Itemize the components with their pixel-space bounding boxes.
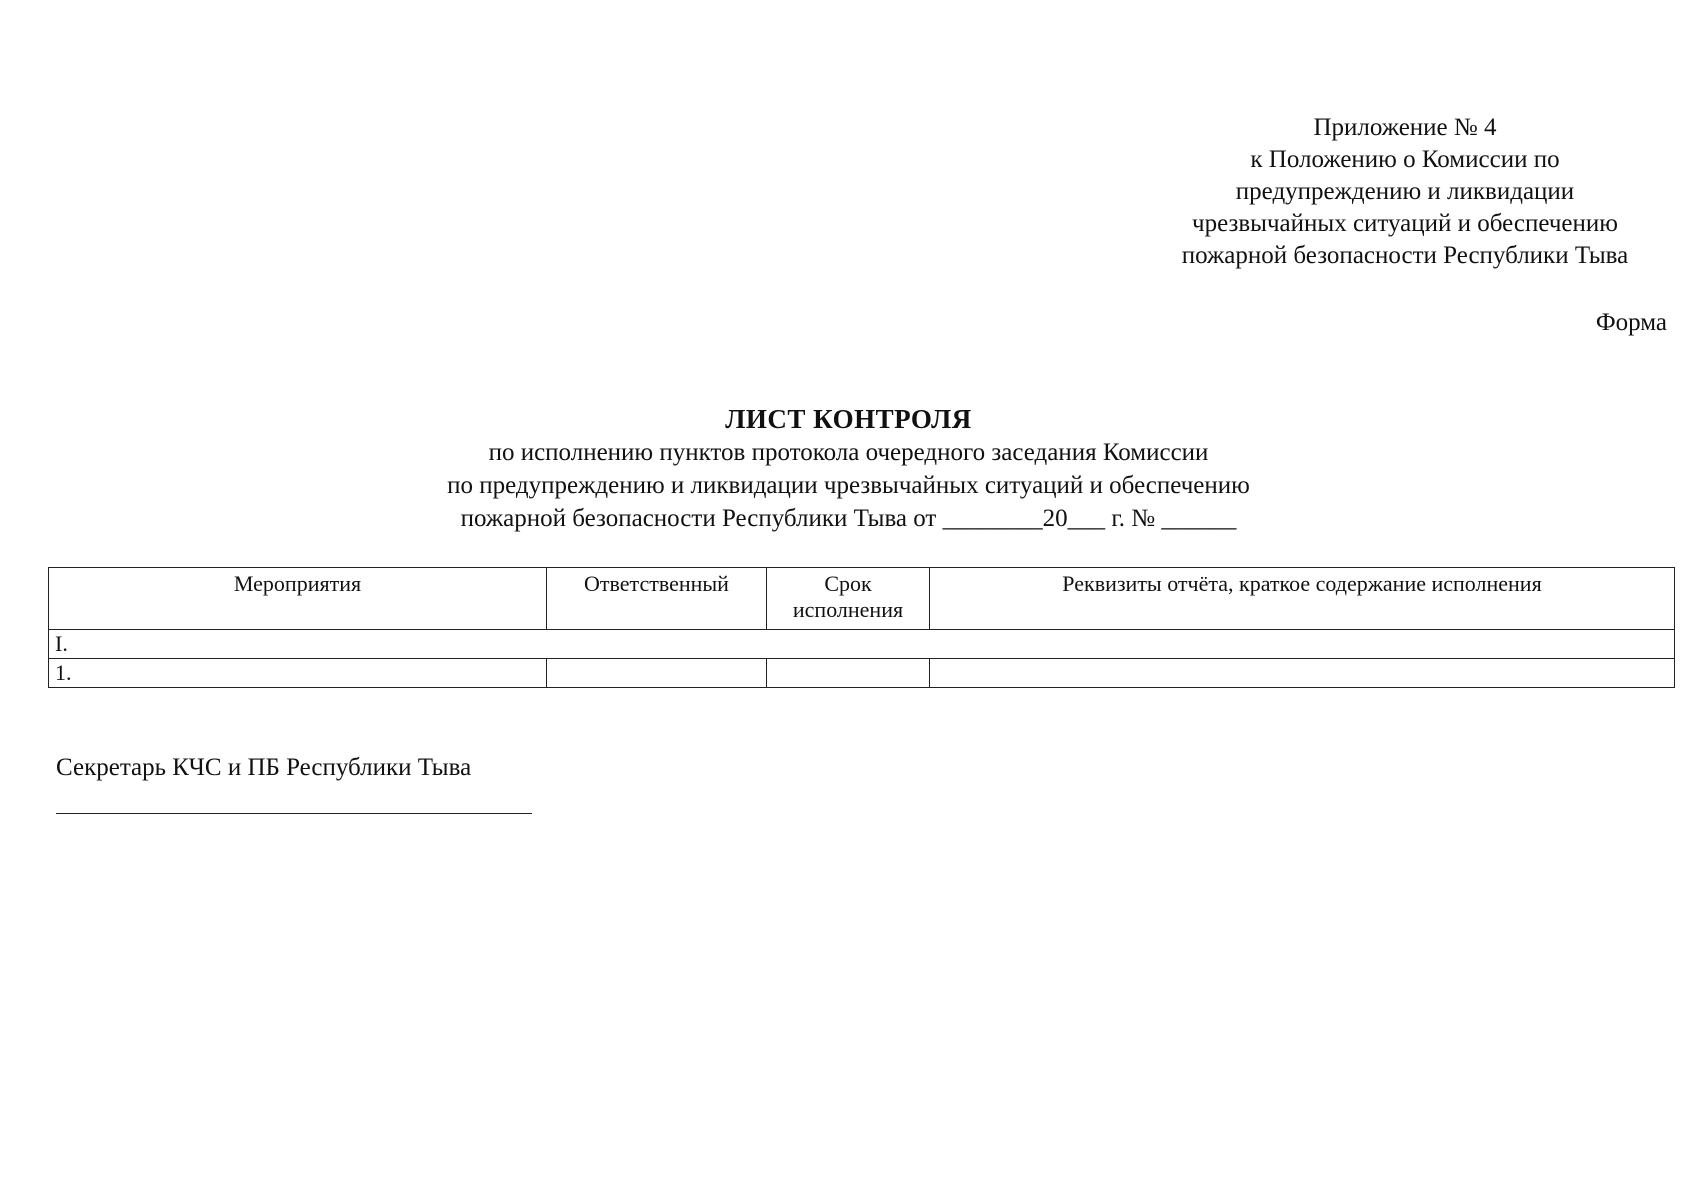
- appendix-line: пожарной безопасности Республики Тыва: [1181, 242, 1629, 269]
- header-deadline: [767, 568, 930, 630]
- header-deadline-line1: Срок: [824, 571, 872, 596]
- header-responsible: Ответственный: [547, 568, 767, 630]
- table-row-section: [49, 630, 1675, 659]
- signature-line: [56, 813, 532, 814]
- appendix-line: чрезвычайных ситуаций и обеспечению: [1192, 210, 1618, 237]
- appendix-line: к Положению о Комиссии по: [1250, 146, 1560, 173]
- heading-line: пожарной безопасности Республики Тыва от ________20___ г. № ______: [460, 505, 1237, 532]
- heading-line: по исполнению пунктов протокола очередного заседания Комиссии: [488, 439, 1209, 466]
- row-report-cell: [930, 659, 1675, 688]
- row-deadline-cell: [767, 659, 930, 688]
- header-report: Реквизиты отчёта, краткое содержание исполнения: [930, 568, 1675, 630]
- heading-line: по предупреждению и ликвидации чрезвычайных ситуаций и обеспечению: [447, 472, 1250, 499]
- row-item-number: 1.: [49, 659, 547, 688]
- secretary-label: Секретарь КЧС и ПБ Республики Тыва: [56, 754, 472, 781]
- table-header-row: [49, 568, 1675, 630]
- appendix-header: [1120, 112, 1690, 272]
- header-deadline-line2: исполнения: [792, 597, 904, 622]
- row-responsible-cell: [547, 659, 767, 688]
- control-table: [48, 567, 1675, 688]
- form-label: Форма: [1595, 309, 1667, 336]
- table-row: [49, 659, 1675, 688]
- appendix-line: предупреждению и ликвидации: [1235, 178, 1575, 205]
- document-heading: [0, 402, 1697, 535]
- header-activities: Мероприятия: [49, 568, 547, 630]
- row-section-number: I.: [49, 630, 1675, 659]
- document-title: ЛИСТ КОНТРОЛЯ: [725, 404, 972, 434]
- appendix-line: Приложение № 4: [1313, 114, 1497, 141]
